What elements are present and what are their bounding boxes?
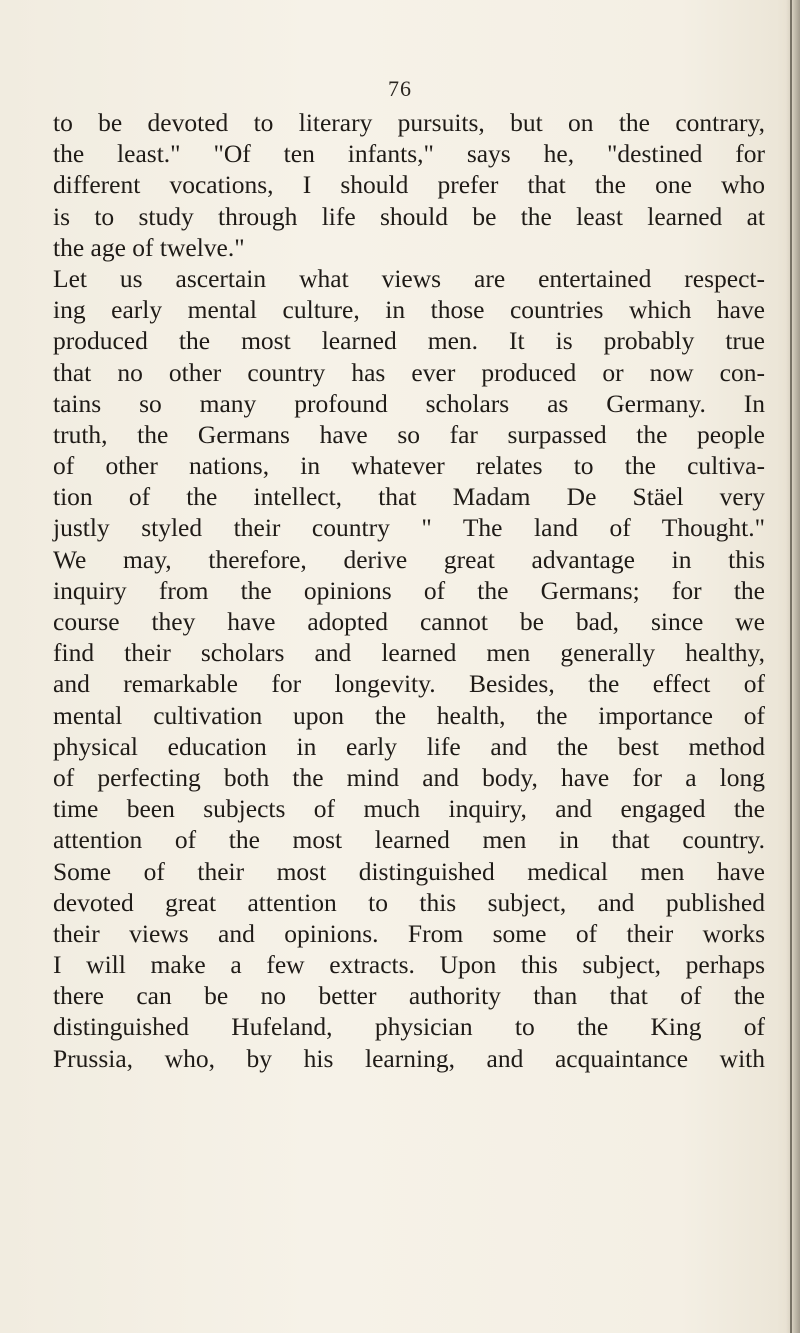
page-edge-line <box>790 0 792 1333</box>
text-line: Let us ascertain what views are entertained respect- <box>53 263 765 293</box>
text-line: and remarkable for longevity. Besides, the effect of <box>53 669 765 699</box>
text-line: time been subjects of much inquiry, and engaged the <box>53 794 765 824</box>
text-line: the least." "Of ten infants," says he, "destined for <box>53 139 765 169</box>
text-line: of other nations, in whatever relates to the cultiva- <box>53 451 765 481</box>
text-line: Prussia, who, by his learning, and acquaintance with <box>53 1043 765 1073</box>
text-line: mental cultivation upon the health, the importance of <box>53 700 765 730</box>
text-line: tains so many profound scholars as Germany. In <box>53 388 765 418</box>
page-edge-shadow <box>786 0 800 1333</box>
text-line: to be devoted to literary pursuits, but on the contrary, <box>53 108 765 137</box>
text-line: ing early mental culture, in those countries which have <box>53 295 765 325</box>
text-line: course they have adopted cannot be bad, since we <box>53 607 765 636</box>
text-line: produced the most learned men. It is probably true <box>53 326 765 356</box>
text-line: their views and opinions. From some of their works <box>53 918 765 948</box>
text-line: attention of the most learned men in that country. <box>53 825 765 855</box>
page-number: 76 <box>388 76 412 101</box>
text-line: truth, the Germans have so far surpassed the people <box>53 419 765 449</box>
text-line: devoted great attention to this subject, and published <box>53 887 765 917</box>
text-line: find their scholars and learned men generally healthy, <box>53 638 765 668</box>
text-line: that no other country has ever produced or now con- <box>53 357 765 387</box>
text-line: justly styled their country " The land of Thought." <box>53 513 765 543</box>
text-line: there can be no better authority than that of the <box>53 981 765 1011</box>
body-text <box>53 107 765 1074</box>
text-line: of perfecting both the mind and body, have for a long <box>53 762 765 792</box>
text-line: We may, therefore, derive great advantage in this <box>53 544 765 574</box>
text-line: I will make a few extracts. Upon this subject, perhaps <box>53 950 765 980</box>
text-line: Some of their most distinguished medical men have <box>53 856 765 886</box>
text-line: physical education in early life and the best method <box>53 731 765 761</box>
text-line: inquiry from the opinions of the Germans; for the <box>53 575 765 605</box>
text-line: different vocations, I should prefer that the one who <box>53 170 765 200</box>
text-line: is to study through life should be the least learned at <box>53 201 765 231</box>
text-line: tion of the intellect, that Madam De Stäel very <box>53 482 765 512</box>
text-line: distinguished Hufeland, physician to the King of <box>53 1012 765 1042</box>
text-line: the age of twelve." <box>53 232 245 262</box>
